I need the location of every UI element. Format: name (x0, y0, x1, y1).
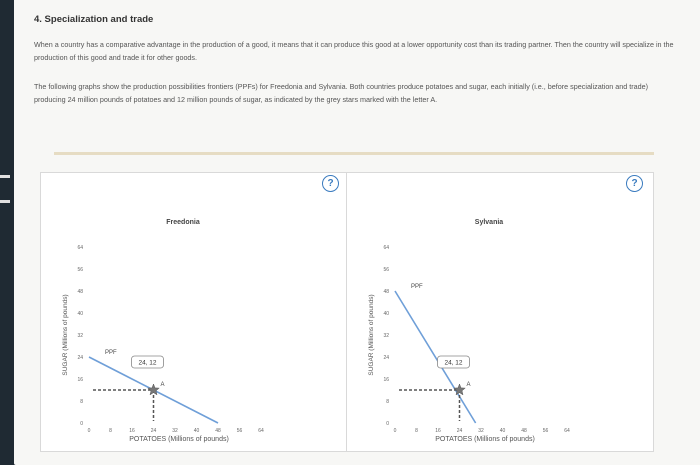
freedonia-chart (41, 173, 347, 451)
y-tick-label: 8 (80, 399, 83, 405)
x-tick-label: 64 (258, 428, 264, 434)
y-tick-label: 56 (77, 267, 83, 273)
y-tick-label: 16 (77, 377, 83, 383)
x-tick-label: 40 (499, 428, 506, 434)
y-tick-label: 64 (77, 245, 83, 251)
y-axis-label: SUGAR (Millions of pounds) (62, 294, 69, 376)
y-tick-label: 24 (77, 355, 83, 361)
sylvania-graph-panel (346, 172, 654, 452)
y-axis-label: SUGAR (Millions of pounds) (368, 294, 375, 376)
help-button[interactable]: ? (626, 175, 643, 192)
section-heading: 4. Specialization and trade (34, 14, 154, 25)
x-tick-label: 48 (521, 428, 527, 434)
y-tick-label: 48 (77, 289, 83, 295)
y-tick-label: 32 (77, 333, 83, 339)
x-axis-label: POTATOES (Millions of pounds) (435, 436, 535, 443)
y-tick-label: 40 (383, 311, 389, 317)
point-tooltip-text: 24, 12 (138, 359, 157, 367)
y-tick-label: 32 (383, 333, 389, 339)
point-tooltip-text: 24, 12 (444, 359, 463, 367)
ppf-label: PPF (105, 350, 117, 356)
x-tick-label: 56 (236, 428, 243, 434)
x-tick-label: 24 (456, 428, 463, 434)
graph-description-paragraph: The following graphs show the production possibilities frontiers (PPFs) for Freedonia and Sylvania. Both countries produce potatoes and sugar, each initially (i.e., before specialization and trade) producing 24 million pounds of potatoes and 12 million pounds of sugar, as indicated by the grey stars marked with the letter A. (34, 82, 649, 104)
x-tick-label: 24 (150, 428, 157, 434)
point-a-star-icon[interactable] (148, 384, 159, 395)
x-tick-label: 0 (87, 428, 91, 434)
help-button[interactable]: ? (322, 175, 339, 192)
point-a-label: A (160, 382, 165, 388)
x-tick-label: 48 (215, 428, 221, 434)
x-tick-label: 32 (478, 428, 484, 434)
y-tick-label: 16 (383, 377, 389, 383)
sylvania-chart (347, 173, 653, 451)
x-tick-label: 16 (129, 428, 135, 434)
y-tick-label: 64 (383, 245, 389, 251)
x-axis-label: POTATOES (Millions of pounds) (129, 436, 229, 443)
freedonia-graph-panel (40, 172, 348, 452)
y-tick-label: 0 (80, 421, 83, 427)
x-tick-label: 40 (193, 428, 200, 434)
background-window-edge (0, 200, 10, 203)
x-tick-label: 8 (415, 428, 418, 434)
ppf-label: PPF (411, 284, 423, 290)
x-tick-label: 8 (109, 428, 112, 434)
divider-bar (54, 152, 654, 155)
y-tick-label: 40 (77, 311, 83, 317)
x-tick-label: 32 (172, 428, 178, 434)
point-a-label: A (466, 382, 471, 388)
y-tick-label: 24 (383, 355, 389, 361)
point-a-star-icon[interactable] (454, 384, 465, 395)
y-tick-label: 48 (383, 289, 389, 295)
y-tick-label: 0 (386, 421, 389, 427)
x-tick-label: 64 (564, 428, 570, 434)
x-tick-label: 56 (542, 428, 549, 434)
background-window-edge (0, 175, 10, 178)
y-tick-label: 8 (386, 399, 389, 405)
x-tick-label: 16 (435, 428, 441, 434)
x-tick-label: 0 (393, 428, 397, 434)
y-tick-label: 56 (383, 267, 389, 273)
chart-title: Sylvania (474, 219, 504, 226)
chart-title: Freedonia (166, 219, 200, 226)
intro-paragraph: When a country has a comparative advantage in the production of a good, it means that it can produce this good at a lower opportunity cost than its trading partner. Then the country will specialize in the production of this good and trade it for other goods. (34, 40, 674, 62)
